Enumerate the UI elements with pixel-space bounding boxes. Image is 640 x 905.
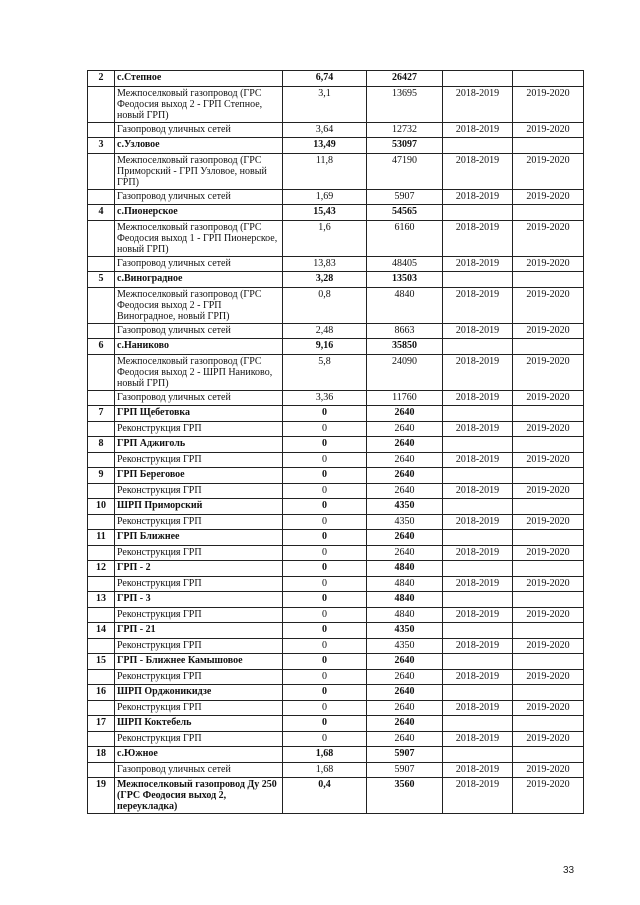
row-number-cell <box>88 324 115 339</box>
cost-cell: 4840 <box>367 561 443 577</box>
object-name-cell: с.Наниково <box>115 339 283 355</box>
length-cell: 13,49 <box>283 138 367 154</box>
start-period-cell <box>443 747 513 763</box>
start-period-cell: 2018-2019 <box>443 391 513 406</box>
start-period-cell: 2018-2019 <box>443 324 513 339</box>
start-period-cell <box>443 716 513 732</box>
start-period-cell: 2018-2019 <box>443 257 513 272</box>
row-number-cell: 8 <box>88 437 115 453</box>
cost-cell: 2640 <box>367 453 443 468</box>
length-cell: 0 <box>283 608 367 623</box>
end-period-cell: 2019-2020 <box>513 732 584 747</box>
table-group-row <box>88 623 584 639</box>
start-period-cell <box>443 654 513 670</box>
length-cell: 3,28 <box>283 272 367 288</box>
end-period-cell: 2019-2020 <box>513 484 584 499</box>
table-group-row <box>88 406 584 422</box>
start-period-cell: 2018-2019 <box>443 763 513 778</box>
end-period-cell: 2019-2020 <box>513 288 584 324</box>
end-period-cell: 2019-2020 <box>513 701 584 716</box>
end-period-cell: 2019-2020 <box>513 763 584 778</box>
end-period-cell: 2019-2020 <box>513 577 584 592</box>
table-row <box>88 288 584 324</box>
row-number-cell: 2 <box>88 71 115 87</box>
end-period-cell <box>513 623 584 639</box>
object-name-cell: Газопровод уличных сетей <box>115 763 283 778</box>
row-number-cell <box>88 546 115 561</box>
row-number-cell: 9 <box>88 468 115 484</box>
row-number-cell: 14 <box>88 623 115 639</box>
start-period-cell: 2018-2019 <box>443 670 513 685</box>
table-group-row <box>88 778 584 814</box>
object-name-cell: Реконструкция ГРП <box>115 608 283 623</box>
cost-cell: 4350 <box>367 623 443 639</box>
table-row <box>88 154 584 190</box>
start-period-cell: 2018-2019 <box>443 778 513 814</box>
cost-cell: 2640 <box>367 716 443 732</box>
object-name-cell: Реконструкция ГРП <box>115 484 283 499</box>
end-period-cell <box>513 272 584 288</box>
cost-cell: 2640 <box>367 654 443 670</box>
page-number: 33 <box>563 865 575 876</box>
table-row <box>88 732 584 747</box>
length-cell: 0 <box>283 515 367 530</box>
end-period-cell: 2019-2020 <box>513 190 584 205</box>
start-period-cell <box>443 685 513 701</box>
length-cell: 0 <box>283 406 367 422</box>
length-cell: 0 <box>283 499 367 515</box>
table-row <box>88 123 584 138</box>
length-cell: 0 <box>283 623 367 639</box>
start-period-cell: 2018-2019 <box>443 546 513 561</box>
start-period-cell: 2018-2019 <box>443 221 513 257</box>
end-period-cell: 2019-2020 <box>513 154 584 190</box>
length-cell: 0 <box>283 592 367 608</box>
start-period-cell <box>443 406 513 422</box>
start-period-cell: 2018-2019 <box>443 732 513 747</box>
row-number-cell: 4 <box>88 205 115 221</box>
row-number-cell: 5 <box>88 272 115 288</box>
object-name-cell: ГРП - 21 <box>115 623 283 639</box>
start-period-cell: 2018-2019 <box>443 154 513 190</box>
start-period-cell: 2018-2019 <box>443 87 513 123</box>
table-row <box>88 257 584 272</box>
table-row <box>88 422 584 437</box>
length-cell: 11,8 <box>283 154 367 190</box>
object-name-cell: ШРП Орджоникидзе <box>115 685 283 701</box>
row-number-cell <box>88 190 115 205</box>
start-period-cell: 2018-2019 <box>443 123 513 138</box>
table-row <box>88 355 584 391</box>
start-period-cell <box>443 561 513 577</box>
end-period-cell: 2019-2020 <box>513 221 584 257</box>
row-number-cell <box>88 123 115 138</box>
object-name-cell: Межпоселковый газопровод (ГРС Феодосия выход 2 - ГРП Степное, новый ГРП) <box>115 87 283 123</box>
start-period-cell <box>443 468 513 484</box>
length-cell: 0 <box>283 732 367 747</box>
end-period-cell <box>513 530 584 546</box>
row-number-cell <box>88 221 115 257</box>
cost-cell: 2640 <box>367 437 443 453</box>
object-name-cell: Реконструкция ГРП <box>115 422 283 437</box>
object-name-cell: Реконструкция ГРП <box>115 639 283 654</box>
table-group-row <box>88 561 584 577</box>
length-cell: 3,64 <box>283 123 367 138</box>
start-period-cell: 2018-2019 <box>443 484 513 499</box>
cost-cell: 8663 <box>367 324 443 339</box>
start-period-cell <box>443 623 513 639</box>
start-period-cell: 2018-2019 <box>443 515 513 530</box>
start-period-cell: 2018-2019 <box>443 422 513 437</box>
cost-cell: 4350 <box>367 499 443 515</box>
start-period-cell <box>443 530 513 546</box>
length-cell: 1,68 <box>283 747 367 763</box>
cost-cell: 12732 <box>367 123 443 138</box>
cost-cell: 3560 <box>367 778 443 814</box>
row-number-cell: 19 <box>88 778 115 814</box>
end-period-cell <box>513 499 584 515</box>
cost-cell: 2640 <box>367 685 443 701</box>
length-cell: 0 <box>283 639 367 654</box>
row-number-cell <box>88 577 115 592</box>
table-group-row <box>88 71 584 87</box>
table-row <box>88 87 584 123</box>
object-name-cell: с.Виноградное <box>115 272 283 288</box>
start-period-cell <box>443 71 513 87</box>
end-period-cell <box>513 71 584 87</box>
object-name-cell: Межпоселковый газопровод Ду 250 (ГРС Феодосия выход 2, переукладка) <box>115 778 283 814</box>
length-cell: 1,69 <box>283 190 367 205</box>
row-number-cell: 11 <box>88 530 115 546</box>
table-row <box>88 391 584 406</box>
length-cell: 3,1 <box>283 87 367 123</box>
cost-cell: 11760 <box>367 391 443 406</box>
start-period-cell: 2018-2019 <box>443 190 513 205</box>
cost-cell: 2640 <box>367 406 443 422</box>
object-name-cell: ГРП - 3 <box>115 592 283 608</box>
cost-cell: 4350 <box>367 639 443 654</box>
row-number-cell: 12 <box>88 561 115 577</box>
length-cell: 0 <box>283 654 367 670</box>
cost-cell: 4840 <box>367 608 443 623</box>
length-cell: 0 <box>283 484 367 499</box>
end-period-cell <box>513 437 584 453</box>
cost-cell: 2640 <box>367 701 443 716</box>
start-period-cell: 2018-2019 <box>443 608 513 623</box>
table-row <box>88 763 584 778</box>
start-period-cell <box>443 138 513 154</box>
cost-cell: 4840 <box>367 577 443 592</box>
row-number-cell <box>88 484 115 499</box>
end-period-cell: 2019-2020 <box>513 670 584 685</box>
end-period-cell: 2019-2020 <box>513 257 584 272</box>
cost-cell: 13695 <box>367 87 443 123</box>
table-row <box>88 639 584 654</box>
end-period-cell: 2019-2020 <box>513 324 584 339</box>
start-period-cell <box>443 592 513 608</box>
table-row <box>88 190 584 205</box>
length-cell: 0 <box>283 701 367 716</box>
object-name-cell: ГРП - 2 <box>115 561 283 577</box>
end-period-cell: 2019-2020 <box>513 608 584 623</box>
object-name-cell: Реконструкция ГРП <box>115 670 283 685</box>
row-number-cell <box>88 732 115 747</box>
length-cell: 9,16 <box>283 339 367 355</box>
table-group-row <box>88 339 584 355</box>
cost-cell: 13503 <box>367 272 443 288</box>
table-row <box>88 608 584 623</box>
cost-cell: 4840 <box>367 288 443 324</box>
object-name-cell: Реконструкция ГРП <box>115 577 283 592</box>
length-cell: 0 <box>283 670 367 685</box>
end-period-cell <box>513 592 584 608</box>
start-period-cell: 2018-2019 <box>443 288 513 324</box>
cost-cell: 24090 <box>367 355 443 391</box>
table-group-row <box>88 747 584 763</box>
length-cell: 2,48 <box>283 324 367 339</box>
pipeline-table <box>87 70 584 814</box>
end-period-cell: 2019-2020 <box>513 355 584 391</box>
cost-cell: 6160 <box>367 221 443 257</box>
row-number-cell <box>88 608 115 623</box>
length-cell: 0 <box>283 530 367 546</box>
length-cell: 0 <box>283 685 367 701</box>
length-cell: 0 <box>283 422 367 437</box>
object-name-cell: Межпоселковый газопровод (ГРС Феодосия выход 2 - ШРП Наниково, новый ГРП) <box>115 355 283 391</box>
row-number-cell: 6 <box>88 339 115 355</box>
object-name-cell: ГРП Аджиголь <box>115 437 283 453</box>
cost-cell: 2640 <box>367 530 443 546</box>
length-cell: 0 <box>283 716 367 732</box>
cost-cell: 2640 <box>367 732 443 747</box>
end-period-cell: 2019-2020 <box>513 391 584 406</box>
object-name-cell: с.Пионерское <box>115 205 283 221</box>
table-group-row <box>88 685 584 701</box>
object-name-cell: Межпоселковый газопровод (ГРС Приморский - ГРП Узловое, новый ГРП) <box>115 154 283 190</box>
end-period-cell <box>513 561 584 577</box>
row-number-cell <box>88 701 115 716</box>
row-number-cell <box>88 763 115 778</box>
table-group-row <box>88 530 584 546</box>
end-period-cell: 2019-2020 <box>513 515 584 530</box>
end-period-cell <box>513 685 584 701</box>
end-period-cell <box>513 205 584 221</box>
table-row <box>88 515 584 530</box>
row-number-cell: 7 <box>88 406 115 422</box>
object-name-cell: с.Узловое <box>115 138 283 154</box>
table-row <box>88 221 584 257</box>
row-number-cell: 18 <box>88 747 115 763</box>
length-cell: 5,8 <box>283 355 367 391</box>
cost-cell: 5907 <box>367 747 443 763</box>
end-period-cell <box>513 406 584 422</box>
cost-cell: 2640 <box>367 670 443 685</box>
cost-cell: 54565 <box>367 205 443 221</box>
object-name-cell: Газопровод уличных сетей <box>115 123 283 138</box>
cost-cell: 5907 <box>367 763 443 778</box>
cost-cell: 26427 <box>367 71 443 87</box>
table-row <box>88 324 584 339</box>
row-number-cell: 13 <box>88 592 115 608</box>
table-row <box>88 577 584 592</box>
table-group-row <box>88 592 584 608</box>
table-row <box>88 484 584 499</box>
start-period-cell: 2018-2019 <box>443 639 513 654</box>
row-number-cell: 3 <box>88 138 115 154</box>
start-period-cell <box>443 272 513 288</box>
length-cell: 0 <box>283 437 367 453</box>
start-period-cell: 2018-2019 <box>443 577 513 592</box>
start-period-cell <box>443 205 513 221</box>
object-name-cell: Межпоселковый газопровод (ГРС Феодосия выход 2 - ГРП Виноградное, новый ГРП) <box>115 288 283 324</box>
row-number-cell <box>88 422 115 437</box>
end-period-cell <box>513 138 584 154</box>
start-period-cell <box>443 499 513 515</box>
table-group-row <box>88 499 584 515</box>
cost-cell: 48405 <box>367 257 443 272</box>
end-period-cell: 2019-2020 <box>513 123 584 138</box>
row-number-cell <box>88 87 115 123</box>
row-number-cell <box>88 670 115 685</box>
start-period-cell: 2018-2019 <box>443 701 513 716</box>
object-name-cell: Реконструкция ГРП <box>115 732 283 747</box>
end-period-cell <box>513 716 584 732</box>
row-number-cell: 10 <box>88 499 115 515</box>
end-period-cell: 2019-2020 <box>513 778 584 814</box>
cost-cell: 4350 <box>367 515 443 530</box>
table-group-row <box>88 437 584 453</box>
row-number-cell <box>88 453 115 468</box>
length-cell: 13,83 <box>283 257 367 272</box>
table-group-row <box>88 716 584 732</box>
cost-cell: 53097 <box>367 138 443 154</box>
end-period-cell: 2019-2020 <box>513 546 584 561</box>
length-cell: 1,6 <box>283 221 367 257</box>
object-name-cell: с.Степное <box>115 71 283 87</box>
length-cell: 0 <box>283 561 367 577</box>
object-name-cell: Газопровод уличных сетей <box>115 257 283 272</box>
cost-cell: 5907 <box>367 190 443 205</box>
start-period-cell: 2018-2019 <box>443 453 513 468</box>
object-name-cell: ГРП Ближнее <box>115 530 283 546</box>
table-group-row <box>88 205 584 221</box>
object-name-cell: ГРП - Ближнее Камышовое <box>115 654 283 670</box>
row-number-cell <box>88 515 115 530</box>
object-name-cell: Реконструкция ГРП <box>115 453 283 468</box>
row-number-cell: 15 <box>88 654 115 670</box>
length-cell: 0 <box>283 546 367 561</box>
length-cell: 0 <box>283 453 367 468</box>
object-name-cell: с.Южное <box>115 747 283 763</box>
object-name-cell: ШРП Приморский <box>115 499 283 515</box>
row-number-cell: 16 <box>88 685 115 701</box>
object-name-cell: Газопровод уличных сетей <box>115 190 283 205</box>
cost-cell: 2640 <box>367 546 443 561</box>
row-number-cell <box>88 391 115 406</box>
cost-cell: 2640 <box>367 468 443 484</box>
cost-cell: 2640 <box>367 484 443 499</box>
object-name-cell: ГРП Щебетовка <box>115 406 283 422</box>
length-cell: 6,74 <box>283 71 367 87</box>
length-cell: 0 <box>283 468 367 484</box>
length-cell: 0,8 <box>283 288 367 324</box>
row-number-cell: 17 <box>88 716 115 732</box>
end-period-cell: 2019-2020 <box>513 453 584 468</box>
table-row <box>88 701 584 716</box>
length-cell: 1,68 <box>283 763 367 778</box>
start-period-cell <box>443 437 513 453</box>
row-number-cell <box>88 154 115 190</box>
row-number-cell <box>88 288 115 324</box>
end-period-cell <box>513 747 584 763</box>
end-period-cell: 2019-2020 <box>513 639 584 654</box>
length-cell: 15,43 <box>283 205 367 221</box>
cost-cell: 35850 <box>367 339 443 355</box>
cost-cell: 47190 <box>367 154 443 190</box>
object-name-cell: Реконструкция ГРП <box>115 515 283 530</box>
start-period-cell <box>443 339 513 355</box>
object-name-cell: ШРП Коктебель <box>115 716 283 732</box>
cost-cell: 4840 <box>367 592 443 608</box>
cost-cell: 2640 <box>367 422 443 437</box>
table-row <box>88 546 584 561</box>
end-period-cell: 2019-2020 <box>513 422 584 437</box>
end-period-cell <box>513 339 584 355</box>
row-number-cell <box>88 355 115 391</box>
end-period-cell <box>513 468 584 484</box>
table-group-row <box>88 468 584 484</box>
start-period-cell: 2018-2019 <box>443 355 513 391</box>
object-name-cell: Межпоселковый газопровод (ГРС Феодосия выход 1 - ГРП Пионерское, новый ГРП) <box>115 221 283 257</box>
table-row <box>88 453 584 468</box>
table-row <box>88 670 584 685</box>
object-name-cell: Реконструкция ГРП <box>115 546 283 561</box>
table-group-row <box>88 138 584 154</box>
object-name-cell: Газопровод уличных сетей <box>115 391 283 406</box>
length-cell: 0 <box>283 577 367 592</box>
pipeline-table-body <box>88 71 584 814</box>
length-cell: 0,4 <box>283 778 367 814</box>
table-group-row <box>88 272 584 288</box>
end-period-cell: 2019-2020 <box>513 87 584 123</box>
end-period-cell <box>513 654 584 670</box>
object-name-cell: ГРП Береговое <box>115 468 283 484</box>
row-number-cell <box>88 257 115 272</box>
row-number-cell <box>88 639 115 654</box>
object-name-cell: Газопровод уличных сетей <box>115 324 283 339</box>
object-name-cell: Реконструкция ГРП <box>115 701 283 716</box>
length-cell: 3,36 <box>283 391 367 406</box>
table-group-row <box>88 654 584 670</box>
